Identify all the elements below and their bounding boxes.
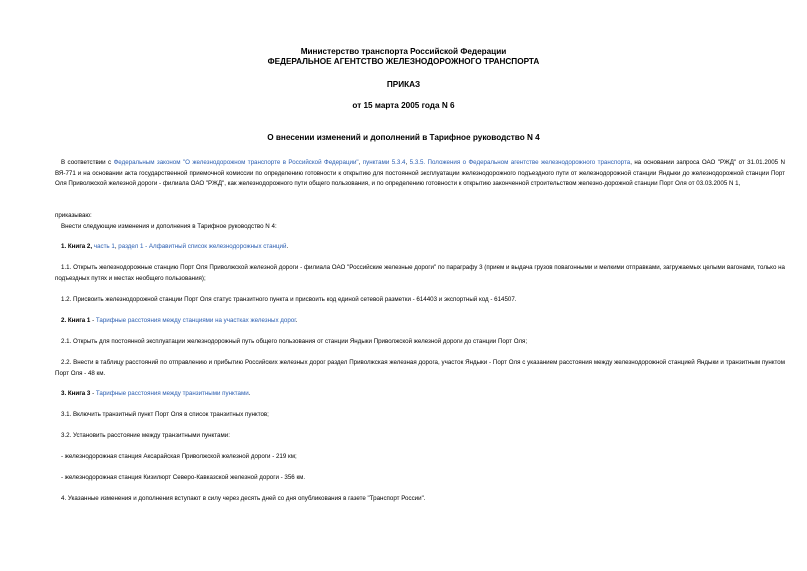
ministry-title: Министерство транспорта Российской Федерации: [300, 47, 507, 56]
item-1-1: 1.1. Открыть железнодорожные станцию Порт Оля Приволжской железной дороги - филиала ОАО "Российские железные дороги" по параграфу 3 (прием и выдача грузов повагонными и мелкими отправками, загружаемых целыми вагонами, только на подъездных путях и местах необщего пользования);: [55, 264, 785, 282]
regulation-link[interactable]: 5.3.5. Положения о Федеральном агентстве железнодорожного транспорта: [409, 159, 631, 166]
item-1-2: 1.2. Присвоить железнодорожной станции Порт Оля статус транзитного пункта и присвоить код единой сетевой разметки - 614403 и экспортный код - 614507.: [61, 296, 517, 303]
section-1-heading: [55, 242, 785, 253]
document-date-number: от 15 марта 2005 года N 6: [352, 101, 455, 110]
preamble-text: В соответствии с: [61, 159, 114, 166]
separator-text: -: [90, 317, 96, 324]
order-word: приказываю:: [55, 212, 92, 219]
item-2-2: 2.2. Внести в таблицу расстояний по отправлению и прибытию Российских железных дорог раздел Приволжская железная дорога, участок Яндыки - Порт Оля с указанием расстояния между железнодорожной станцией Яндыки и транзитным пунктом Порт Оля - 48 км.: [55, 359, 785, 377]
intro-paragraph: Внести следующие изменения и дополнения в Тарифное руководство N 4:: [61, 223, 277, 230]
book-1-link[interactable]: Тарифные расстояния между станциями на участках железных дорог: [95, 317, 296, 324]
section-2-heading: [55, 316, 785, 327]
section-1-alphabet-link[interactable]: раздел 1 - Алфавитный список железнодорожных станций: [118, 243, 287, 250]
document-subject: О внесении изменений и дополнений в Тарифное руководство N 4: [267, 133, 540, 142]
preamble-text: ,: [405, 159, 410, 166]
item-3-2: 3.2. Установить расстояние между транзитными пунктами:: [61, 432, 230, 439]
separator-text: -: [90, 390, 96, 397]
separator-text: ,: [114, 243, 119, 250]
federal-law-link[interactable]: Федеральным законом "О железнодорожном транспорте в Российской Федерации": [113, 159, 359, 166]
period-text: .: [248, 390, 251, 397]
section-3-label: 3. Книга 3: [61, 390, 91, 397]
section-3-heading: [55, 389, 785, 400]
preamble-text: , на основании запроса ОАО "РЖД" от 31.01.2005 N ВЯ-771 и на основании акта государственной приемочной комиссии по определению готовности к открытию для постоянной эксплуатации железнодорожного подъездного пути от железнодорожной станции Яндыки до железнодорожной станции Порт Оля Приволжской железной дороги - филиала ОАО "РЖД", как железнодорожного пути общего пользования, и по определению готовности к открытию законченной строительством железно-дорожной станции Порт Оля от 03.03.2005 N 1,: [55, 159, 785, 187]
item-4: 4. Указанные изменения и дополнения вступают в силу через десять дней со дня опубликования в газете "Транспорт России".: [61, 495, 426, 502]
item-3-1: 3.1. Включить транзитный пункт Порт Оля в список транзитных пунктов;: [61, 411, 269, 418]
period-text: .: [286, 243, 289, 250]
item-2-1: 2.1. Открыть для постоянной эксплуатации железнодорожный путь общего пользования от станции Яндыки Приволжской железной дороги до станции Порт Оля;: [61, 338, 528, 345]
section-2-label: 2. Книга 1: [61, 317, 91, 324]
agency-title: ФЕДЕРАЛЬНОЕ АГЕНТСТВО ЖЕЛЕЗНОДОРОЖНОГО ТРАНСПОРТА: [267, 57, 540, 66]
period-text: .: [295, 317, 298, 324]
preamble-paragraph: [55, 158, 785, 190]
book-3-link[interactable]: Тарифные расстояния между транзитными пунктами: [95, 390, 249, 397]
part-1-link[interactable]: часть 1: [93, 243, 115, 250]
item-3-3: - железнодорожная станция Аксарайская Приволжской железной дороги - 219 км;: [61, 453, 297, 460]
clause-5-3-4-link[interactable]: пунктами 5.3.4: [362, 159, 406, 166]
section-1-label: 1. Книга 2,: [61, 243, 93, 250]
item-3-4: - железнодорожная станция Кизилюрт Северо-Кавказской железной дороги - 356 км.: [61, 474, 306, 481]
document-type: ПРИКАЗ: [386, 80, 421, 89]
preamble-text: ,: [358, 159, 363, 166]
